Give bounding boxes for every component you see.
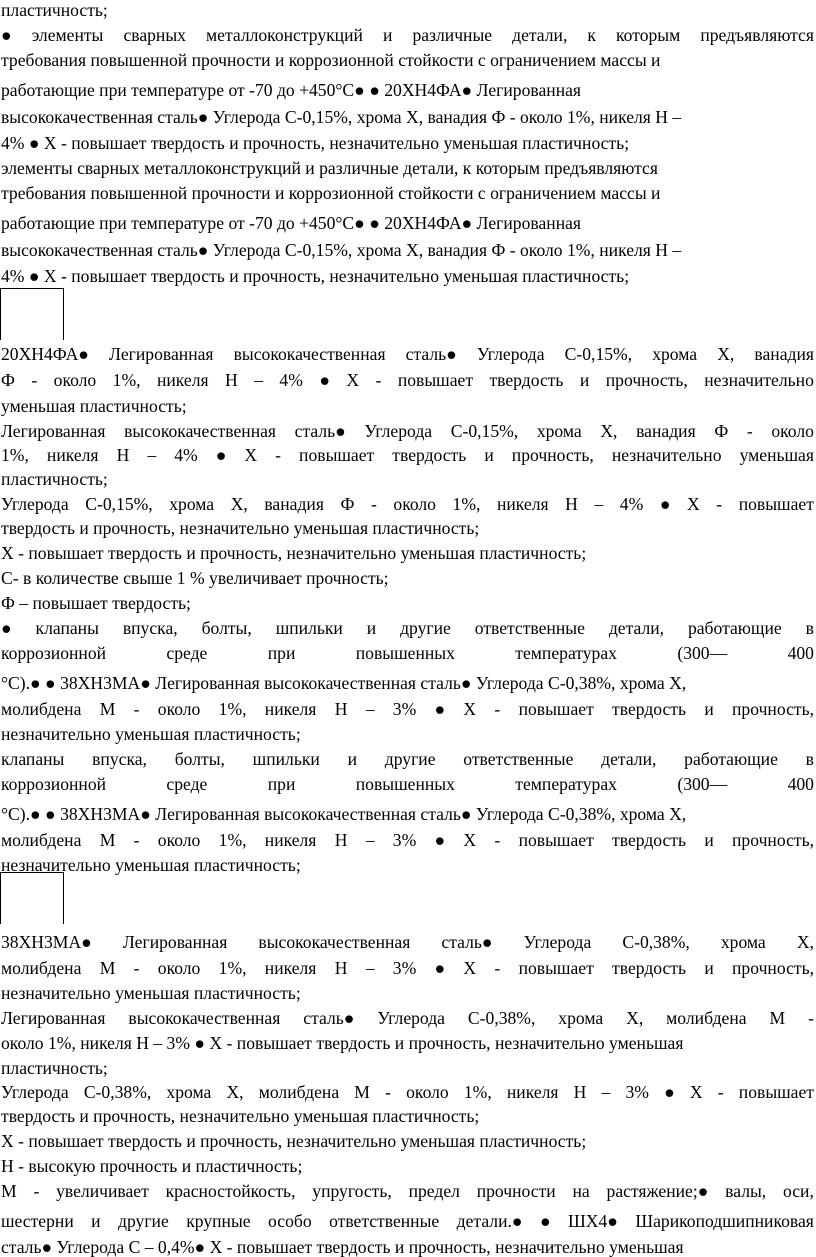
word: 400 [787, 774, 814, 794]
text-line [1, 932, 814, 952]
word: шпильки [252, 749, 320, 769]
text-line: требования повышенной прочности и коррозионной стойкости с ограничением массы и [1, 183, 661, 203]
word: ● [319, 370, 330, 390]
word: при [267, 774, 296, 794]
word: повышенных [355, 774, 455, 794]
word: металлоконструкций [206, 25, 363, 45]
word: Н [565, 494, 578, 514]
text-line [1, 421, 814, 441]
word: - [494, 958, 501, 978]
word: ● [434, 699, 446, 719]
word: прочность, [732, 958, 814, 978]
word: и [366, 618, 377, 638]
word: элементы [31, 25, 104, 45]
word: к [587, 25, 596, 45]
word: увеличивает [56, 1181, 149, 1201]
word: высококачественная [128, 1008, 281, 1028]
text-line: 4% ● Х - повышает твердость и прочность, незначительно уменьшая пластичность; [1, 133, 630, 153]
word: ● [434, 830, 446, 850]
word: при [267, 643, 296, 663]
word: красностойкость, [165, 1181, 296, 1201]
word: – [365, 830, 375, 850]
word: твердость [392, 445, 467, 465]
word: никеля [156, 370, 209, 390]
word: 20ХН4ФА● [1, 344, 89, 364]
word: ● [1, 618, 12, 638]
text-line [1, 445, 814, 465]
word: хрома [558, 1008, 604, 1028]
word: Легированная [109, 344, 214, 364]
text-line [1, 830, 814, 850]
word: предел [408, 1181, 460, 1201]
word: сварных [123, 25, 186, 45]
word: и [704, 830, 714, 850]
word: Х, [600, 421, 618, 441]
word: Легированная [1, 1008, 106, 1028]
text-line [1, 699, 814, 719]
word: около [157, 958, 201, 978]
empty-table-cell [0, 872, 64, 924]
text-line: незначительно уменьшая пластичность; [1, 983, 301, 1003]
word: которым [616, 25, 681, 45]
word: 3% [625, 1082, 649, 1102]
word: уменьшая [739, 445, 814, 465]
text-line: уменьшая пластичность; [1, 396, 187, 416]
word: ШХ4● [568, 1211, 618, 1231]
word: - [275, 445, 281, 465]
word: 1%, [218, 699, 247, 719]
word: ● [434, 958, 446, 978]
word: ответственные [463, 749, 574, 769]
word: около [53, 370, 97, 390]
word: Н [573, 1082, 587, 1102]
text-line [1, 370, 814, 390]
word: С-0,15%, [450, 421, 519, 441]
word: молибдена [1, 958, 82, 978]
word: Углерода [1, 1082, 69, 1102]
word: М [99, 699, 116, 719]
word: прочность, [511, 445, 594, 465]
word: С-0,15%, [85, 494, 153, 514]
word: (300— [677, 643, 728, 663]
word: впуска, [122, 618, 178, 638]
text-line: пластичность; [1, 0, 108, 20]
word: и [484, 445, 494, 465]
text-line: твердость и прочность, незначительно уменьшая пластичность; [1, 518, 480, 538]
word: и [382, 25, 393, 45]
word: различные [412, 25, 493, 45]
word: ● [659, 494, 671, 514]
text-line: высококачественная сталь● Углерода С-0,15%, хрома Х, ванадия Ф - около 1%, никеля Н – [1, 107, 682, 127]
word: повышает [518, 830, 594, 850]
text-line: Х - повышает твердость и прочность, незначительно уменьшая пластичность; [1, 543, 587, 563]
word: Углерода [523, 932, 592, 952]
word: температурах [515, 774, 617, 794]
word: 4% [279, 370, 303, 390]
word: хрома [720, 932, 766, 952]
word: прочность, [732, 699, 814, 719]
word: - [370, 494, 377, 514]
word: Х, [717, 344, 735, 364]
word: повышает [397, 370, 474, 390]
word: повышает [299, 445, 375, 465]
word: шестерни [1, 1211, 74, 1231]
word: - [494, 699, 501, 719]
word: Н [334, 830, 348, 850]
word: Легированная [1, 421, 106, 441]
word: Ф [1, 370, 15, 390]
word: хрома [536, 421, 582, 441]
word: - [385, 1082, 391, 1102]
word: около [771, 421, 814, 441]
text-line: 4% ● Х - повышает твердость и прочность, незначительно уменьшая пластичность; [1, 266, 630, 286]
word: впуска, [92, 749, 147, 769]
word: 1%, [218, 830, 247, 850]
word: 400 [787, 643, 814, 663]
word: Н [225, 370, 238, 390]
word: детали, [601, 749, 657, 769]
word: хрома [169, 494, 215, 514]
word: Х [463, 699, 477, 719]
word: Ф [714, 421, 729, 441]
word: хрома [652, 344, 698, 364]
word: повышает [518, 958, 594, 978]
word: - [33, 1181, 40, 1201]
word: ● [215, 445, 227, 465]
word: 1%, [463, 1082, 492, 1102]
word: 38ХН3МА● [1, 932, 92, 952]
word: М [99, 958, 116, 978]
word: незначительно [704, 370, 814, 390]
text-line [1, 1082, 814, 1102]
text-line: незначительно уменьшая пластичность; [1, 724, 301, 744]
text-line: пластичность; [1, 1058, 108, 1078]
word: детали.● [456, 1211, 523, 1231]
text-line [1, 494, 814, 514]
word: Углерода [364, 421, 433, 441]
word: – [365, 699, 375, 719]
word: ● [664, 1082, 675, 1102]
word: сталь● [441, 932, 493, 952]
word: ванадия [264, 494, 324, 514]
word: и [704, 958, 714, 978]
word: прочность, [605, 370, 688, 390]
text-line [1, 1211, 814, 1231]
word: валы, [725, 1181, 767, 1201]
word: клапаны [1, 749, 65, 769]
word: детали, [608, 618, 665, 638]
word: среде [166, 643, 208, 663]
word: повышает [518, 699, 594, 719]
text-line: Ф – повышает твердость; [1, 593, 191, 613]
word: молибдена [1, 830, 82, 850]
word: С-0,38%, [622, 932, 690, 952]
word: - [133, 830, 140, 850]
word: и [91, 1211, 101, 1231]
word: Х [463, 958, 477, 978]
word: коррозионной [1, 643, 107, 663]
word: Углерода [476, 344, 545, 364]
word: около [406, 1082, 449, 1102]
text-line [1, 618, 814, 638]
word: оси, [783, 1181, 814, 1201]
word: - [375, 370, 382, 390]
text-line [1, 749, 814, 769]
word: - [717, 1082, 724, 1102]
word: - [31, 370, 38, 390]
word: сталь● [303, 1008, 355, 1028]
word: Х, [226, 1082, 244, 1102]
word: шпильки [275, 618, 343, 638]
word: Легированная [122, 932, 228, 952]
word: 3% [392, 830, 417, 850]
empty-table-cell [0, 288, 64, 340]
word: Х [346, 370, 360, 390]
word: работающие [687, 618, 782, 638]
word: болты, [201, 618, 252, 638]
word: сталь● [405, 344, 457, 364]
word: около [157, 699, 201, 719]
text-line: Х - повышает твердость и прочность, незначительно уменьшая пластичность; [1, 1131, 587, 1151]
word: – [594, 494, 604, 514]
word: 1%, [218, 958, 247, 978]
word: Х [463, 830, 477, 850]
text-line [1, 958, 814, 978]
word: работающие [684, 749, 778, 769]
word: и [347, 749, 357, 769]
word: Х, [230, 494, 248, 514]
word: - [133, 958, 140, 978]
word: М [769, 1008, 786, 1028]
word: – [254, 370, 263, 390]
word: Х, [796, 932, 814, 952]
word: повышает [738, 494, 814, 514]
word: М [354, 1082, 370, 1102]
word: болты, [174, 749, 225, 769]
word: детали, [512, 25, 568, 45]
word: - [746, 421, 753, 441]
text-line [1, 1008, 814, 1028]
word: никеля [496, 494, 549, 514]
word: сталь● [294, 421, 346, 441]
text-line: работающие при температуре от -70 до +450°С● ● 20ХН4ФА● Легированная [1, 213, 582, 233]
word: Углерода [1, 494, 69, 514]
word: ответственные [329, 1211, 440, 1231]
word: молибдена [1, 699, 82, 719]
word: - [494, 830, 501, 850]
word: – [601, 1082, 611, 1102]
word: - [808, 1008, 814, 1028]
text-line: °С).● ● 38ХН3МА● Легированная высококачественная сталь● Углерода С-0,38%, хрома Х, [1, 804, 687, 824]
text-line: °С).● ● 38ХН3МА● Легированная высококачественная сталь● Углерода С-0,38%, хрома Х, [1, 673, 687, 693]
word: на [572, 1181, 590, 1201]
word: Х [244, 445, 258, 465]
word: и [579, 370, 590, 390]
word: повышает [738, 1082, 814, 1102]
word: коррозионной [1, 774, 107, 794]
word: около [157, 830, 201, 850]
text-line: незначительно уменьшая пластичность; [1, 855, 301, 875]
word: незначительно [611, 445, 722, 465]
word: твердость [612, 699, 687, 719]
word: (300— [677, 774, 728, 794]
word: ответственные [474, 618, 585, 638]
word: С-0,38%, [467, 1008, 536, 1028]
text-line: работающие при температуре от -70 до +450°С● ● 20ХН4ФА● Легированная [1, 80, 582, 100]
word: повышенных [355, 643, 455, 663]
word: 1%, [452, 494, 481, 514]
word: высококачественная [258, 932, 411, 952]
text-line [1, 1181, 814, 1201]
word: высококачественная [124, 421, 277, 441]
word: Н [334, 699, 348, 719]
word: высококачественная [233, 344, 386, 364]
text-line [1, 774, 814, 794]
word: клапаны [35, 618, 99, 638]
word: температурах [515, 643, 617, 663]
word: около [393, 494, 436, 514]
word: упругость, [312, 1181, 392, 1201]
word: особо [268, 1211, 312, 1231]
word: твердость [612, 830, 687, 850]
word: С-0,15%, [564, 344, 633, 364]
word: в [805, 749, 814, 769]
word: 1%, [112, 370, 141, 390]
word: крупные [186, 1211, 251, 1231]
word: твердость [489, 370, 564, 390]
word: Шарикоподшипниковая [635, 1211, 814, 1231]
word: 3% [392, 958, 417, 978]
word: никеля [506, 1082, 559, 1102]
word: - [133, 699, 140, 719]
text-line: требования повышенной прочности и коррозионной стойкости с ограничением массы и [1, 50, 661, 70]
word: 1%, [1, 445, 29, 465]
text-line: Н - высокую прочность и пластичность; [1, 1156, 303, 1176]
word: – [147, 445, 157, 465]
word: никеля [264, 699, 317, 719]
text-line: пластичность; [1, 469, 108, 489]
word: Х [689, 1082, 703, 1102]
text-line [1, 25, 814, 45]
text-line: твердость и прочность, незначительно уменьшая пластичность; [1, 1106, 480, 1126]
word: М [99, 830, 116, 850]
word: никеля [264, 830, 317, 850]
word: Ф [340, 494, 355, 514]
word: ● [1, 25, 12, 45]
word: ванадия [636, 421, 696, 441]
word: Н [116, 445, 130, 465]
word: предъявляются [700, 25, 814, 45]
word: другие [400, 618, 451, 638]
word: Х [687, 494, 700, 514]
word: другие [384, 749, 436, 769]
word: ● [539, 1211, 551, 1231]
word: Углерода [377, 1008, 445, 1028]
word: другие [118, 1211, 169, 1231]
word: среде [166, 774, 208, 794]
word: никеля [46, 445, 99, 465]
text-line [1, 344, 814, 364]
word: никеля [264, 958, 317, 978]
word: прочность, [732, 830, 814, 850]
word: растяжение;● [606, 1181, 709, 1201]
word: Н [334, 958, 348, 978]
text-line: сталь● Углерода С – 0,4%● Х - повышает твердость и прочность, незначительно уменьшая [1, 1237, 684, 1257]
word: молибдена [258, 1082, 340, 1102]
text-line: элементы сварных металлоконструкций и различные детали, к которым предъявляются [1, 158, 658, 178]
word: – [365, 958, 375, 978]
word: 4% [174, 445, 198, 465]
word: 3% [392, 699, 417, 719]
text-line: высококачественная сталь● Углерода С-0,15%, хрома Х, ванадия Ф - около 1%, никеля Н – [1, 240, 682, 260]
text-line: С- в количестве свыше 1 % увеличивает прочность; [1, 568, 389, 588]
word: ванадия [754, 344, 814, 364]
word: в [805, 618, 814, 638]
word: хрома [166, 1082, 212, 1102]
text-line: около 1%, никеля Н – 3% ● Х - повышает твердость и прочность, незначительно уменьшая [1, 1033, 684, 1053]
word: твердость [612, 958, 687, 978]
word: С-0,38%, [83, 1082, 152, 1102]
word: - [716, 494, 723, 514]
word: 4% [619, 494, 644, 514]
word: и [704, 699, 714, 719]
word: молибдена [666, 1008, 747, 1028]
word: прочности [476, 1181, 556, 1201]
text-line [1, 643, 814, 663]
word: М [1, 1181, 17, 1201]
word: Х, [626, 1008, 644, 1028]
